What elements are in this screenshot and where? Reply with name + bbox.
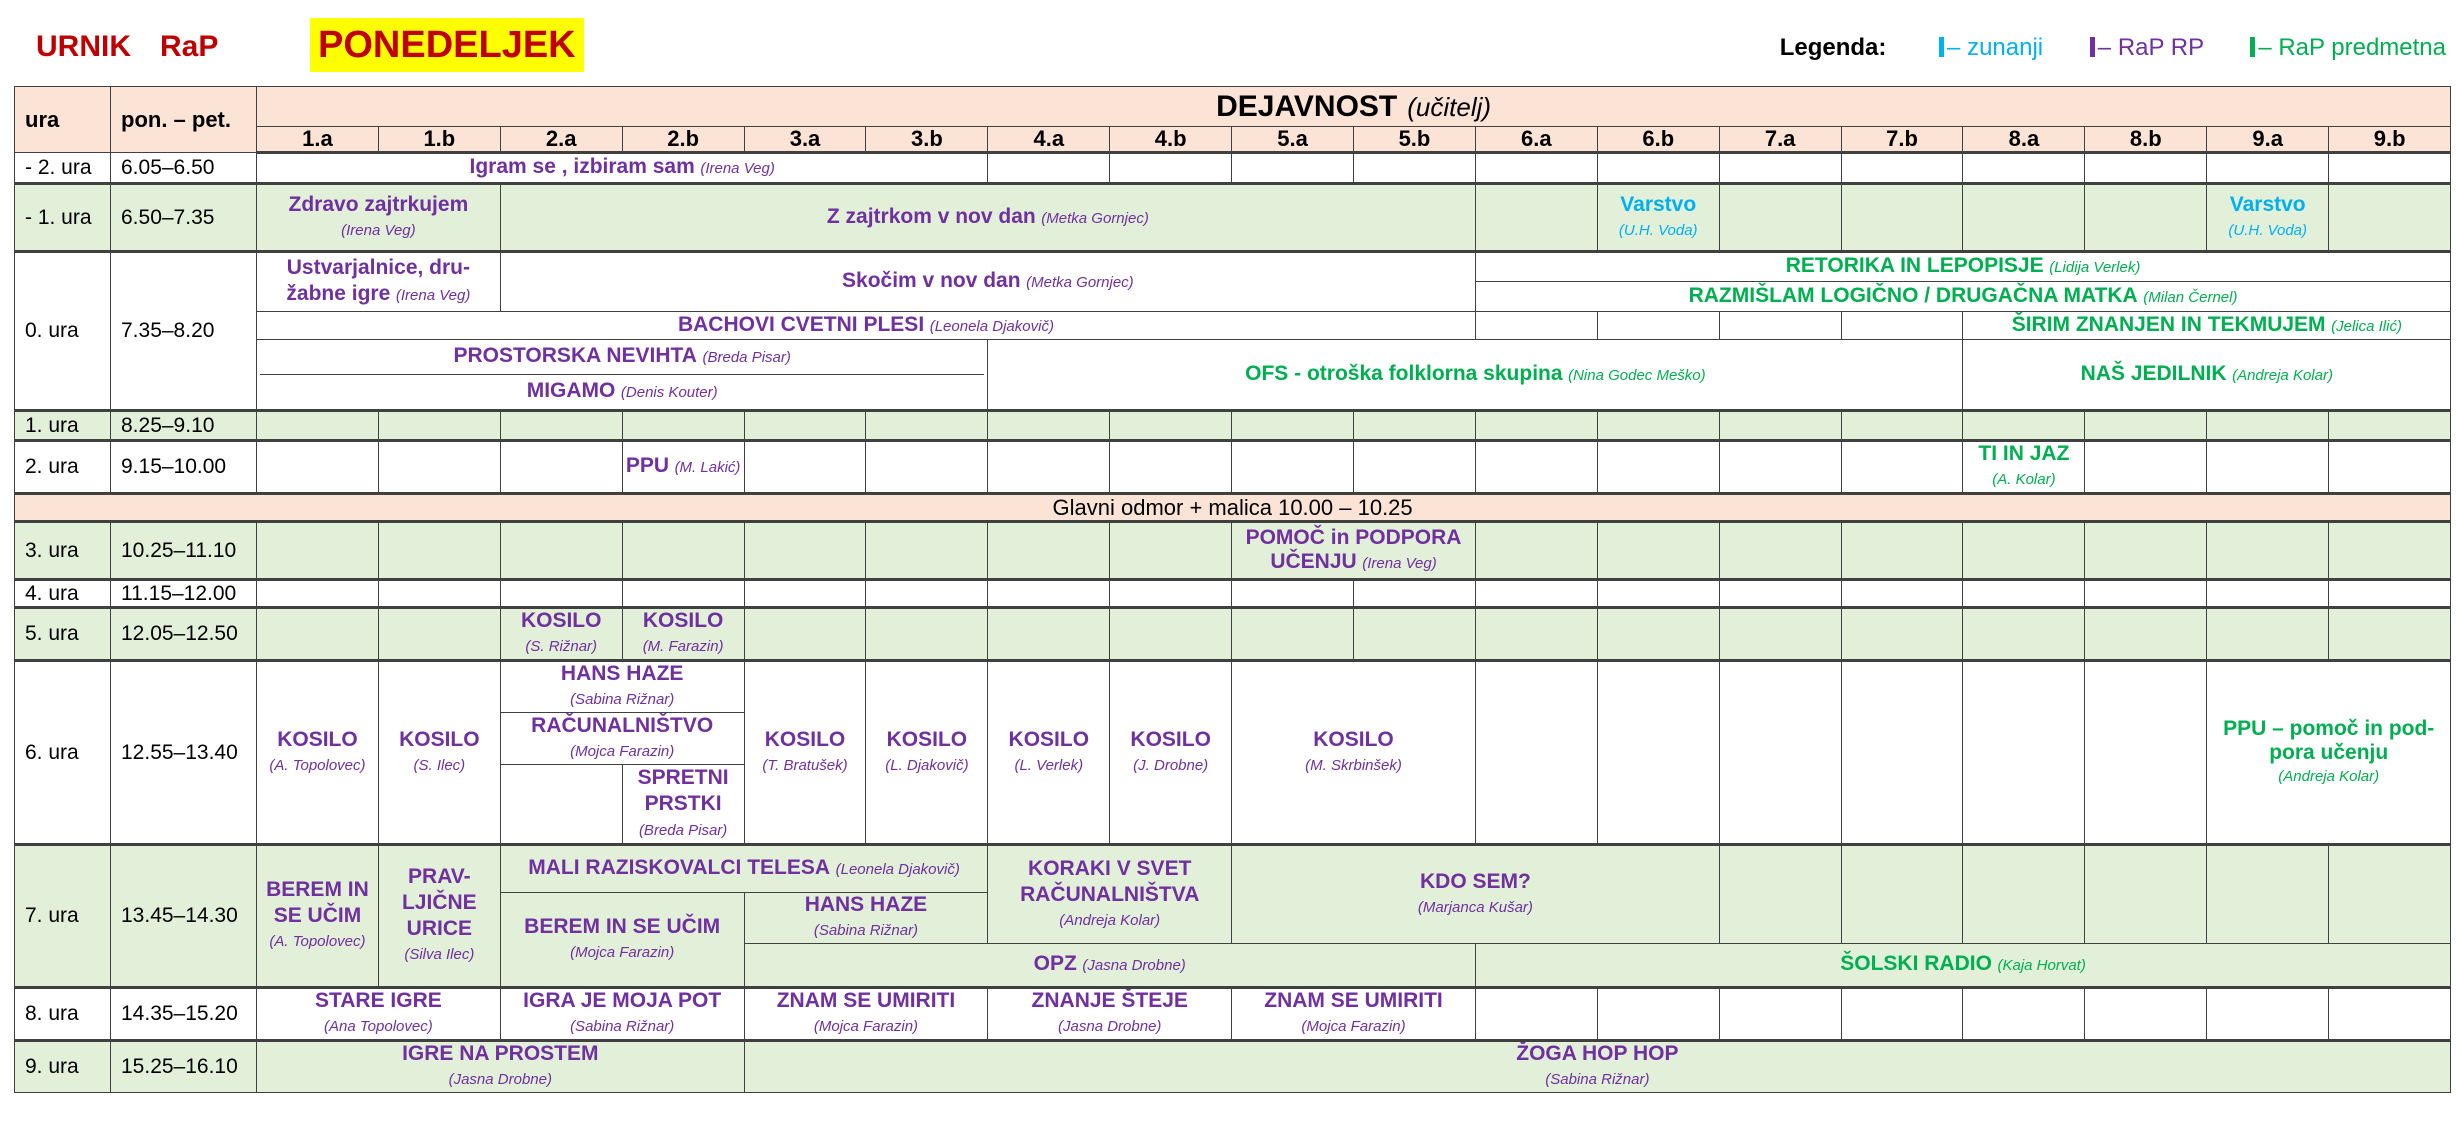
hour-cell: 7. ura (15, 845, 111, 988)
activity-razmislam: RAZMIŠLAM LOGIČNO / DRUGAČNA MATKA (Milan Černel) (1475, 282, 2450, 312)
legend-item-rap-predmetna: – RaP predmetna (2250, 34, 2446, 61)
activity-zoga-hop-hop: ŽOGA HOP HOP (Sabina Rižnar) (744, 1041, 2451, 1093)
header-hour: ura (15, 87, 111, 153)
time-cell: 6.50–7.35 (111, 184, 257, 252)
class-header: 6.a (1475, 127, 1597, 153)
activity-umiriti-5: ZNAM SE UMIRITI (Mojca Farazin) (1232, 988, 1476, 1041)
activity-opz: OPZ (Jasna Drobne) (744, 944, 1475, 988)
class-header: 3.a (744, 127, 866, 153)
hour-cell: 3. ura (15, 522, 111, 580)
activity-kosilo-5: KOSILO (M. Skrbinšek) (1232, 661, 1476, 845)
class-header: 4.b (1110, 127, 1232, 153)
class-header: 9.a (2207, 127, 2329, 153)
activity-racunalnistvo: RAČUNALNIŠTVO (Mojca Farazin) (500, 713, 744, 765)
activity-prostorska: PROSTORSKA NEVIHTA (Breda Pisar) (260, 340, 984, 375)
activity-kdo-sem: KDO SEM? (Marjanca Kušar) (1232, 845, 1720, 944)
activity-kosilo-4b: KOSILO (J. Drobne) (1110, 661, 1232, 845)
legend-title: Legenda: (1779, 34, 1887, 61)
row-0-c (15, 312, 2451, 340)
hour-cell: 9. ura (15, 1041, 111, 1093)
activity-sirim: ŠIRIM ZNANJEN IN TEKMUJEM (Jelica Ilić) (1963, 312, 2451, 340)
row-5 (15, 608, 2451, 661)
hour-cell: 5. ura (15, 608, 111, 661)
timetable (14, 86, 2451, 1093)
activity-igre-na-prostem: IGRE NA PROSTEM (Jasna Drobne) (257, 1041, 745, 1093)
activity-ppu-9: PPU – pomoč in pod-pora učenju (Andreja Kolar) (2207, 661, 2451, 845)
row-minus2 (15, 153, 2451, 184)
activity-hans-haze-6: HANS HAZE (Sabina Rižnar) (500, 661, 744, 713)
title-rap: RaP (160, 30, 219, 63)
time-cell: 6.05–6.50 (111, 153, 257, 184)
activity-migamo: MIGAMO (Denis Kouter) (526, 379, 718, 402)
row-break (15, 494, 2451, 522)
header-row (15, 87, 2451, 127)
header-time: pon. – pet. (111, 87, 257, 153)
time-cell: 14.35–15.20 (111, 988, 257, 1041)
time-cell: 7.35–8.20 (111, 252, 257, 411)
activity-kosilo-3a: KOSILO (T. Bratušek) (744, 661, 866, 845)
activity-kosilo-3b: KOSILO (L. Djakovič) (866, 661, 988, 845)
activity-pravljicne-urice: PRAV-LJIČNE URICE (Silva Ilec) (378, 845, 500, 988)
time-cell: 10.25–11.10 (111, 522, 257, 580)
row-2 (15, 441, 2451, 494)
legend-marker-icon (1939, 37, 1944, 57)
hour-cell: 1. ura (15, 411, 111, 441)
activity-znanje-steje: ZNANJE ŠTEJE (Jasna Drobne) (988, 988, 1232, 1041)
activity-kosilo-4a: KOSILO (L. Verlek) (988, 661, 1110, 845)
activity-ustvarjalnice: Ustvarjalnice, dru-žabne igre (Irena Veg) (257, 252, 501, 312)
class-header: 8.b (2085, 127, 2207, 153)
activity-kosilo-2b: KOSILO (M. Farazin) (622, 608, 744, 661)
hour-cell: - 1. ura (15, 184, 111, 252)
time-cell: 12.55–13.40 (111, 661, 257, 845)
legend-marker-icon (2090, 37, 2095, 57)
row-4 (15, 580, 2451, 608)
class-header: 1.b (378, 127, 500, 153)
activity-prostorska-migamo (257, 340, 988, 411)
hour-cell: 2. ura (15, 441, 111, 494)
class-header: 6.b (1597, 127, 1719, 153)
row-9 (15, 1041, 2451, 1093)
row-3 (15, 522, 2451, 580)
day-title: PONEDELJEK (310, 18, 584, 72)
activity-spretni-prstki: SPRETNI PRSTKI (Breda Pisar) (622, 765, 744, 845)
activity-berem-2: BEREM IN SE UČIM (Mojca Farazin) (500, 893, 744, 988)
hour-cell: 4. ura (15, 580, 111, 608)
activity-zajtrkujem: Zdravo zajtrkujem (Irena Veg) (257, 184, 501, 252)
activity-ofs: OFS - otroška folklorna skupina (Nina Godec Meško) (988, 340, 1963, 411)
activity-kosilo-1a: KOSILO (A. Topolovec) (257, 661, 379, 845)
row-7-a (15, 845, 2451, 893)
activity-kosilo-1b: KOSILO (S. Ilec) (378, 661, 500, 845)
classes-row (15, 127, 2451, 153)
class-header: 3.b (866, 127, 988, 153)
activity-berem-1a: BEREM IN SE UČIM (A. Topolovec) (257, 845, 379, 988)
activity-koraki: KORAKI V SVET RAČUNALNIŠTVA (Andreja Kolar) (988, 845, 1232, 944)
hour-cell: 8. ura (15, 988, 111, 1041)
class-header: 8.a (1963, 127, 2085, 153)
break-banner: Glavni odmor + malica 10.00 – 10.25 (15, 494, 2451, 522)
time-cell: 15.25–16.10 (111, 1041, 257, 1093)
row-0-d (15, 340, 2451, 411)
class-header: 1.a (257, 127, 379, 153)
legend (1780, 34, 2446, 62)
activity-z-zajtrkom: Z zajtrkom v nov dan (Metka Gornjec) (500, 184, 1475, 252)
activity-kosilo-2a: KOSILO (S. Rižnar) (500, 608, 622, 661)
time-cell: 13.45–14.30 (111, 845, 257, 988)
class-header: 9.b (2329, 127, 2451, 153)
class-header: 5.a (1232, 127, 1354, 153)
activity-skocim: Skočim v nov dan (Metka Gornjec) (500, 252, 1475, 312)
class-header: 2.a (500, 127, 622, 153)
activity-varstvo-9a: Varstvo (U.H. Voda) (2207, 184, 2329, 252)
time-cell: 9.15–10.00 (111, 441, 257, 494)
activity-nas-jedilnik: NAŠ JEDILNIK (Andreja Kolar) (1963, 340, 2451, 411)
activity-umiriti-3: ZNAM SE UMIRITI (Mojca Farazin) (744, 988, 988, 1041)
time-cell: 11.15–12.00 (111, 580, 257, 608)
header-activity: DEJAVNOST (učitelj) (257, 87, 2451, 127)
title-urnik: URNIK (36, 30, 131, 63)
activity-bachovi: BACHOVI CVETNI PLESI (Leonela Djakovič) (257, 312, 1476, 340)
activity-ppu-2b: PPU (M. Lakić) (622, 441, 744, 494)
class-header: 4.a (988, 127, 1110, 153)
activity-retorika: RETORIKA IN LEPOPISJE (Lidija Verlek) (1475, 252, 2450, 282)
class-header: 2.b (622, 127, 744, 153)
activity-varstvo-6b: Varstvo (U.H. Voda) (1597, 184, 1719, 252)
activity-ti-in-jaz: TI IN JAZ (A. Kolar) (1963, 441, 2085, 494)
activity-pomoc: POMOČ in PODPORA UČENJU (Irena Veg) (1232, 522, 1476, 580)
hour-cell: 0. ura (15, 252, 111, 411)
row-6-a (15, 661, 2451, 713)
activity-igra-pot: IGRA JE MOJA POT (Sabina Rižnar) (500, 988, 744, 1041)
row-1 (15, 411, 2451, 441)
activity-igram: Igram se , izbiram sam (Irena Veg) (257, 153, 988, 184)
hour-cell: - 2. ura (15, 153, 111, 184)
row-0-a (15, 252, 2451, 282)
activity-hans-haze-7: HANS HAZE (Sabina Rižnar) (744, 893, 988, 944)
class-header: 5.b (1354, 127, 1476, 153)
time-cell: 8.25–9.10 (111, 411, 257, 441)
row-minus1 (15, 184, 2451, 252)
legend-item-rap-rp: – RaP RP (2090, 34, 2204, 61)
class-header: 7.a (1719, 127, 1841, 153)
class-header: 7.b (1841, 127, 1963, 153)
activity-stare-igre: STARE IGRE (Ana Topolovec) (257, 988, 501, 1041)
legend-marker-icon (2250, 37, 2255, 57)
time-cell: 12.05–12.50 (111, 608, 257, 661)
row-8 (15, 988, 2451, 1041)
legend-item-zunanji: – zunanji (1939, 34, 2043, 61)
hour-cell: 6. ura (15, 661, 111, 845)
activity-mali-raziskovalci: MALI RAZISKOVALCI TELESA (Leonela Djakovič) (500, 845, 988, 893)
activity-solski-radio: ŠOLSKI RADIO (Kaja Horvat) (1475, 944, 2450, 988)
